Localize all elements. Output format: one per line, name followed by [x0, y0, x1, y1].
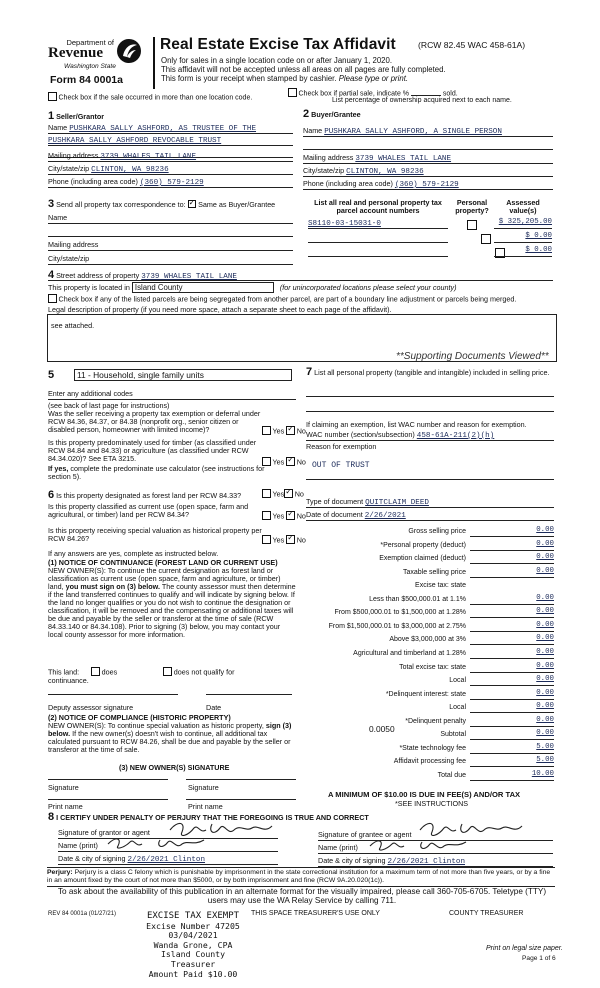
owner-sig-title: (3) NEW OWNER(S) SIGNATURE: [119, 763, 230, 772]
does-not-checkbox[interactable]: [163, 667, 172, 676]
seller-city[interactable]: CLINTON, WA 98236: [91, 166, 169, 174]
logo-state: Washington State: [64, 63, 116, 70]
tax-row-label: Above $3,000,000 at 3%: [389, 636, 466, 643]
located-in-label: This property is located in: [48, 283, 130, 292]
seller-name-line2[interactable]: PUSHKARA SALLY ASHFORD REVOCABLE TRUST: [48, 137, 222, 145]
county-note: (for unincorporated locations please select your county): [279, 283, 457, 292]
owner-print-label-1: Print name: [48, 802, 83, 811]
section-7-number: 7: [306, 366, 313, 378]
reason-label: Reason for exemption: [306, 442, 377, 451]
tax-row-value[interactable]: 0.00: [470, 634, 554, 645]
section-1-heading: Seller/Grantor: [56, 112, 105, 121]
notice-1-text-c: The county assessor must then determine if the land transferred continues to qualify and will indicate by signing below. If the land no longer qualifies or you do not wish to continue the designation or classification, it will be removed and the compensating or additional taxes will be due and payable by the seller or transferor at the time of sale (RCW 84.33.140 or 84.34.108). Prior to signing (3) below, you may contact your local county assessor for more information.: [48, 582, 296, 639]
assessed-value-1[interactable]: $ 325,205.00: [498, 218, 552, 226]
rev-number: REV 84 0001a (01/27/21): [48, 911, 117, 917]
buyer-name-label: Name: [303, 126, 323, 135]
personal-property-text: List all personal property (tangible and intangible) included in selling price.: [314, 368, 550, 377]
multi-location-checkbox[interactable]: [48, 92, 57, 101]
logo-dept-of: Department of: [66, 38, 114, 47]
tax-row-label: Local: [449, 704, 466, 711]
tax-row-label: Local: [449, 677, 466, 684]
exemption-question: Was the seller receiving a property tax exemption or deferral under RCW 84.36, 84.37, or 84.38 (nonprofit org., senior citizen or disabled person, homeowner with limited income)?: [48, 409, 261, 434]
tax-row-value[interactable]: 0.00: [470, 553, 554, 564]
wac-number[interactable]: 458-61A-211(2)(h): [416, 432, 495, 440]
section-1-number: 1: [48, 110, 55, 122]
buyer-name[interactable]: PUSHKARA SALLY ASHFORD, A SINGLE PERSON: [324, 128, 502, 136]
tax-row-label: Total excise tax: state: [399, 664, 466, 671]
owner-sig-label-1: Signature: [48, 783, 79, 792]
tax-row-value[interactable]: 0.00: [470, 662, 554, 673]
q1-no-label: No: [296, 426, 306, 436]
logo-swoosh-icon: [116, 38, 142, 64]
notice-2-text-c: If the new owner(s) doesn't wish to continue, all additional tax calculated pursuant to RCW 84.26, shall be due and payable by the seller or transferor at the time of sale.: [48, 729, 291, 754]
s6q3-no-label: No: [296, 535, 306, 545]
continuance-label: continuance.: [48, 676, 89, 685]
tax-row-label: *Delinquent penalty: [405, 718, 466, 725]
seller-mail-label: Mailing address: [48, 151, 99, 160]
same-as-buyer-checkbox[interactable]: [188, 200, 197, 209]
grantor-date-city[interactable]: 2/26/2021 Clinton: [127, 856, 206, 864]
s6q2-no-checkbox[interactable]: [286, 511, 295, 520]
if-yes-label: If yes,: [48, 464, 69, 473]
grantor-date-label: Date & city of signing: [58, 854, 126, 863]
tax-row-label: Taxable selling price: [402, 569, 466, 576]
street-label: Street address of property: [56, 271, 140, 280]
tax-row-label: Agricultural and timberland at 1.28%: [353, 650, 466, 657]
s6q2-yes-label: Yes: [272, 511, 285, 521]
s6q1-no-label: No: [294, 489, 304, 499]
calculator-note: complete the predominate use calculator (see instructions for section 5).: [48, 464, 265, 481]
land-use-select[interactable]: 11 - Household, single family units: [74, 369, 292, 381]
form-rcw: (RCW 82.45 WAC 458-61A): [418, 40, 526, 50]
legal-description: see attached.: [51, 321, 95, 330]
tax-row-value[interactable]: 5.00: [470, 743, 554, 754]
tax-row-label: From $1,500,000.01 to $3,000,000 at 2.75%: [328, 623, 466, 630]
s6q1-no-checkbox[interactable]: [284, 489, 293, 498]
s6q2-yes-checkbox[interactable]: [262, 511, 271, 520]
buyer-mail[interactable]: 3739 WHALES TAIL LANE: [355, 155, 452, 163]
treasurer-use-label: THIS SPACE TREASURER'S USE ONLY: [251, 910, 380, 917]
additional-codes-label: Enter any additional codes: [48, 389, 133, 398]
tax-row-label: Total due: [437, 772, 466, 779]
print-legal-note: Print on legal size paper.: [486, 945, 563, 952]
this-land-label: This land:: [48, 667, 80, 677]
alt-format-text: To ask about the availability of this publication in an alternate format for the visually impaired, please call 360-705-6705. Teletype (TTY) users may use the WA Relay Service by calling 711.: [57, 887, 547, 905]
tax-row-label: *State technology fee: [399, 745, 466, 752]
tax-row-label: Gross selling price: [408, 528, 466, 535]
current-use-question: Is this property classified as current use (open space, farm and agricultural, or timber) land per RCW 84.34?: [48, 502, 249, 519]
minimum-due: A MINIMUM OF $10.00 IS DUE IN FEE(S) AND/OR TAX: [328, 790, 521, 799]
county-select[interactable]: Island County: [132, 282, 274, 293]
partial-sale-note: List percentage of ownership acquired next to each name.: [332, 97, 512, 104]
dor-logo: [46, 36, 148, 92]
instr-line-1: Only for sales in a single location code on or after January 1, 2020.: [161, 56, 393, 65]
deputy-date-label: Date: [206, 703, 222, 712]
seller-name-label: Name: [48, 123, 68, 132]
seller-phone[interactable]: (360) 579-2129: [139, 179, 204, 187]
grantee-sig-label: Signature of grantee or agent: [318, 830, 412, 839]
s6q1-yes-label: Yes: [272, 489, 285, 499]
notice-1-text-b: you must sign on (3) below.: [65, 582, 160, 591]
s6q1-yes-checkbox[interactable]: [262, 489, 271, 498]
corr-city-label: City/state/zip: [48, 254, 90, 263]
grantee-date-label: Date & city of signing: [318, 856, 386, 865]
partial-sale-label: Check box if partial sale, indicate %: [298, 90, 409, 98]
tax-row-value[interactable]: 0.00: [470, 689, 554, 700]
exemption-claim-text: If claiming an exemption, list WAC number and reason for exemption.: [306, 420, 527, 429]
grantor-printed-signature: [104, 834, 214, 852]
section-3-text: Send all property tax correspondence to:: [56, 200, 186, 209]
does-checkbox[interactable]: [91, 667, 100, 676]
if-any-note: If any answers are yes, complete as instructed below.: [48, 549, 219, 558]
buyer-city[interactable]: CLINTON, WA 98236: [346, 168, 424, 176]
buyer-city-label: City/state/zip: [303, 166, 345, 175]
tax-row-label: Subtotal: [440, 731, 466, 738]
assessed-value-2[interactable]: $ 0.00: [525, 232, 552, 240]
form-title: Real Estate Excise Tax Affidavit: [160, 36, 396, 53]
tax-row-value[interactable]: 0.00: [470, 594, 554, 605]
grantor-name-label: Name (print): [58, 841, 98, 850]
certify-statement: I CERTIFY UNDER PENALTY OF PERJURY THAT THE FOREGOING IS TRUE AND CORRECT: [56, 813, 369, 822]
s6q3-yes-checkbox[interactable]: [262, 535, 271, 544]
stamp-line-6: Amount Paid $10.00: [148, 968, 238, 979]
deputy-sig-label: Deputy assessor signature: [48, 703, 134, 712]
does-not-label: does not qualify for: [173, 667, 235, 677]
grantee-date-city[interactable]: 2/26/2021 Clinton: [387, 858, 466, 866]
q2-no-label: No: [296, 457, 306, 467]
personal-col-header: Personal property?: [455, 198, 489, 215]
buyer-phone[interactable]: (360) 579-2129: [394, 181, 459, 189]
does-label: does: [101, 667, 118, 677]
owner-print-label-2: Print name: [188, 802, 223, 811]
supporting-docs-note: **Supporting Documents Viewed**: [396, 351, 549, 362]
tax-row-label: Exemption claimed (deduct): [379, 555, 466, 562]
local-rate: 0.0050: [369, 724, 395, 734]
seller-city-label: City/state/zip: [48, 164, 90, 173]
page-number: Page 1 of 6: [522, 955, 556, 962]
s6q2-no-label: No: [296, 511, 306, 521]
seller-mail[interactable]: 3739 WHALES TAIL LANE: [100, 153, 197, 161]
historic-question: Is this property receiving special valuation as historical property per RCW 84.26?: [48, 526, 262, 543]
notice-2-title: (2) NOTICE OF COMPLIANCE (HISTORIC PROPERTY): [48, 713, 231, 722]
tax-row-value[interactable]: 0.00: [470, 702, 554, 713]
buyer-mail-label: Mailing address: [303, 153, 354, 162]
grantee-printed-signature: [366, 836, 476, 854]
s6q3-no-checkbox[interactable]: [286, 535, 295, 544]
partial-sale-checkbox[interactable]: [288, 88, 297, 97]
section-2-heading: Buyer/Grantee: [311, 110, 361, 119]
segregated-checkbox[interactable]: [48, 294, 57, 303]
parcel-number-1[interactable]: S8110-03-15031-0: [308, 220, 381, 228]
tax-row-label: Excise tax: state: [415, 582, 466, 589]
personal-property-checkbox-1[interactable]: [467, 220, 477, 230]
q1-yes-checkbox[interactable]: [262, 426, 271, 435]
notice-1-text-a: NEW OWNER(S): To continue the current designation as forest land or classification as current use (open space, farm and agriculture, or timber) land,: [48, 566, 281, 591]
tax-row-value[interactable]: 0.00: [470, 729, 554, 740]
q2-yes-label: Yes: [272, 457, 285, 467]
perjury-box: [47, 867, 555, 887]
street-address[interactable]: 3739 WHALES TAIL LANE: [141, 273, 237, 281]
instr-type-print: Please type or print.: [338, 74, 409, 83]
see-back-note: (see back of last page for instructions): [48, 401, 170, 410]
tax-row-label: *Delinquent interest: state: [385, 691, 466, 698]
section-2-number: 2: [303, 108, 310, 120]
perjury-label: Perjury:: [47, 869, 73, 876]
tax-row-value[interactable]: 0.00: [470, 526, 554, 537]
county-treasurer-label: COUNTY TREASURER: [449, 910, 524, 917]
doc-type[interactable]: QUITCLAIM DEED: [365, 499, 429, 507]
seller-name-line1[interactable]: PUSHKARA SALLY ASHFORD, AS TRUSTEE OF THE: [69, 125, 257, 133]
wac-label: WAC number (section/subsection): [306, 430, 415, 439]
q1-yes-label: Yes: [272, 426, 285, 436]
segregated-label: Check box if any of the listed parcels are being segregated from another parcel, are part of a boundary line adjustment or parcels being merged.: [58, 294, 517, 304]
buyer-phone-label: Phone (including area code): [303, 179, 393, 188]
notice-1-title: (1) NOTICE OF CONTINUANCE (FOREST LAND OR CURRENT USE): [48, 558, 278, 567]
multi-location-label: Check box if the sale occurred in more than one location code.: [58, 94, 253, 102]
assessed-col-header: Assessed value(s): [506, 198, 540, 215]
section-4-number: 4: [48, 269, 55, 281]
same-as-buyer-label: Same as Buyer/Grantee: [198, 200, 276, 209]
tax-row-value[interactable]: 0.00: [470, 540, 554, 551]
tax-row-value[interactable]: 10.00: [470, 770, 554, 781]
seller-phone-label: Phone (including area code): [48, 177, 138, 186]
reason-value[interactable]: OUT OF TRUST: [312, 461, 370, 470]
assessed-value-3[interactable]: $ 0.00: [525, 246, 552, 254]
section-6-number: 6: [48, 489, 55, 501]
stamp-line-2: Excise Number 47205: [146, 920, 240, 931]
form-number: Form 84 0001a: [50, 74, 123, 86]
q1-no-checkbox[interactable]: [286, 426, 295, 435]
section-3-number: 3: [48, 198, 55, 210]
tax-row-label: Affidavit processing fee: [393, 758, 466, 765]
timber-question: Is this property predominately used for timber (as classified under RCW 84.84 and 84.33) or agriculture (as classified under RCW 84.34.020)? See ETA 3215.: [48, 438, 257, 463]
stamp-line-4: Wanda Grone, CPA: [153, 939, 233, 950]
section-5-number: 5: [48, 369, 55, 381]
forest-question: Is this property designated as forest land per RCW 84.33?: [56, 491, 242, 500]
tax-row-value[interactable]: 0.00: [470, 567, 554, 578]
stamp-line-5: Island County Treasurer: [160, 949, 226, 969]
stamp-line-1: EXCISE TAX EXEMPT: [146, 911, 240, 921]
personal-property-checkbox-2[interactable]: [481, 234, 491, 244]
notice-2-text-a: NEW OWNER(S): To continue special valuation as historic property,: [48, 721, 264, 730]
corr-name-label: Name: [48, 213, 68, 222]
section-8-number: 8: [48, 811, 55, 823]
partial-sale-sold: sold.: [442, 90, 458, 98]
tax-row-label: From $500,000.01 to $1,500,000 at 1.28%: [334, 609, 466, 616]
see-instructions: *SEE INSTRUCTIONS: [395, 799, 469, 808]
logo-revenue: Revenue: [48, 45, 103, 61]
tax-row-label: *Personal property (deduct): [380, 542, 466, 549]
instr-line-2: This affidavit will not be accepted unless all areas on all pages are fully completed.: [161, 65, 446, 74]
tax-row-value[interactable]: 0.00: [470, 607, 554, 618]
corr-mail-label: Mailing address: [48, 240, 99, 249]
grantee-name-label: Name (print): [318, 843, 358, 852]
tax-row-value[interactable]: 0.00: [470, 675, 554, 686]
doc-date-label: Date of document: [306, 510, 363, 519]
tax-row-value[interactable]: 0.00: [470, 716, 554, 727]
doc-date[interactable]: 2/26/2021: [364, 512, 406, 520]
notice-2-text-b: sign (3) below.: [48, 721, 292, 738]
owner-sig-label-2: Signature: [188, 783, 219, 792]
doc-type-label: Type of document: [306, 497, 364, 506]
treasurer-stamp: [138, 912, 248, 979]
parcel-col-header: List all real and personal property tax parcel account numbers: [314, 198, 442, 215]
stamp-line-3: 03/04/2021: [168, 930, 218, 941]
tax-row-value[interactable]: 0.00: [470, 648, 554, 659]
tax-row-value[interactable]: 0.00: [470, 621, 554, 632]
tax-row-label: Less than $500,000.01 at 1.1%: [369, 596, 466, 603]
s6q3-yes-label: Yes: [272, 535, 285, 545]
perjury-text: Perjury is a class C felony which is punishable by imprisonment in the state correctional institution for a maximum term of not more than five years, or by a fine in an amount fixed by the court of not more than $5000, or by both imprisonment and fine (RCW 9A.20.020(1c)).: [47, 869, 551, 884]
grantor-sig-label: Signature of grantor or agent: [58, 828, 150, 837]
instr-line-3: This form is your receipt when stamped by cashier.: [161, 74, 337, 83]
tax-row-value[interactable]: 5.00: [470, 756, 554, 767]
legal-desc-label: Legal description of property (if you need more space, attach a separate sheet to each page of the affidavit).: [48, 305, 392, 314]
